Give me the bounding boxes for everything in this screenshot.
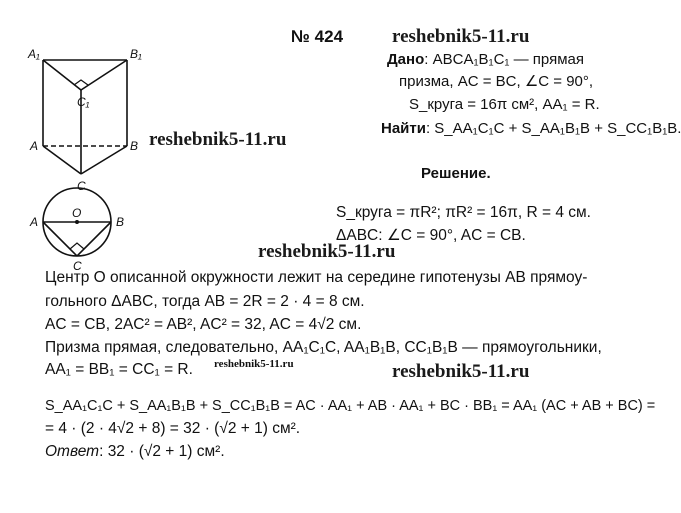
answer-line bbox=[45, 444, 225, 460]
given-line-1 bbox=[387, 52, 584, 67]
solution-line-7: AA₁ = BB₁ = CC₁ = R. bbox=[45, 361, 193, 378]
watermark-small: reshebnik5-11.ru bbox=[214, 358, 294, 370]
solution-line-1: S_круга = πR²; πR² = 16π, R = 4 см. bbox=[336, 204, 591, 221]
problem-number: № 424 bbox=[291, 27, 344, 46]
watermark-top: reshebnik5-11.ru bbox=[392, 26, 530, 47]
circle-label-b: B bbox=[116, 215, 125, 229]
solution-line-4: гольного ΔABC, тогда AB = 2R = 2 · 4 = 8 см. bbox=[45, 293, 365, 310]
solution-title: Решение. bbox=[421, 165, 491, 182]
solution-line-8: S_AA₁C₁C + S_AA₁B₁B + S_CC₁B₁B = AC · AA₁ + AB · AA₁ + BC · BB₁ = AA₁ (AC + AB + BC) = bbox=[45, 398, 656, 414]
given-text-1: : ABCA₁B₁C₁ — прямая bbox=[424, 51, 584, 68]
circle-label-c: C bbox=[73, 259, 82, 273]
given-line-2: призма, AC = BC, ∠C = 90°, bbox=[399, 73, 594, 90]
given-label: Дано bbox=[387, 51, 425, 68]
watermark-middle: reshebnik5-11.ru bbox=[258, 241, 396, 262]
circle-diagram bbox=[25, 183, 145, 273]
label-c: C bbox=[77, 179, 86, 193]
solution-line-9: = 4 · (2 · 4√2 + 8) = 32 · (√2 + 1) см². bbox=[45, 420, 301, 437]
label-a: A bbox=[30, 139, 39, 153]
watermark-bottom-right: reshebnik5-11.ru bbox=[392, 361, 530, 382]
watermark-middle-left: reshebnik5-11.ru bbox=[149, 129, 287, 150]
answer-label: Ответ bbox=[45, 443, 100, 460]
solution-line-5: AC = CB, 2AC² = AB², AC² = 32, AC = 4√2 см. bbox=[45, 316, 362, 333]
find-line bbox=[381, 121, 681, 136]
solution-line-2: ΔABC: ∠C = 90°, AC = CB. bbox=[336, 227, 526, 244]
label-c1: C₁ bbox=[77, 95, 90, 109]
circle-label-o: O bbox=[72, 206, 82, 220]
circle-label-a: A bbox=[30, 215, 39, 229]
solution-line-3: Центр O описанной окружности лежит на середине гипотенузы AB прямоу- bbox=[45, 269, 588, 286]
find-label: Найти bbox=[381, 120, 426, 137]
label-b1: B₁ bbox=[130, 47, 142, 61]
solution-line-6: Призма прямая, следовательно, AA₁C₁C, AA₁B₁B, CC₁B₁B — прямоугольники, bbox=[45, 339, 602, 356]
label-b: B bbox=[130, 139, 139, 153]
find-text: : S_AA₁C₁C + S_AA₁B₁B + S_CC₁B₁B. bbox=[425, 120, 681, 137]
label-a1: A₁ bbox=[28, 47, 40, 61]
given-line-3: S_круга = 16π см², AA₁ = R. bbox=[409, 96, 600, 113]
answer-text: : 32 · (√2 + 1) см². bbox=[99, 443, 225, 460]
